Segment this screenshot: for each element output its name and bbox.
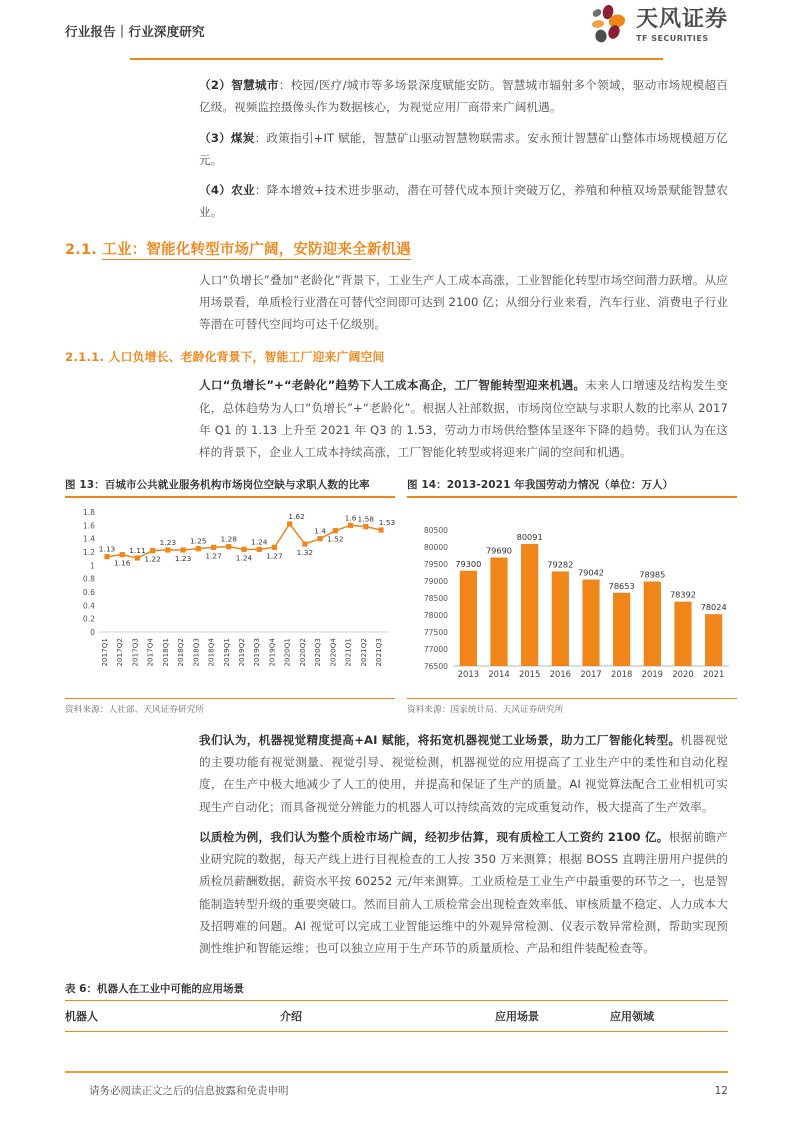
svg-text:1.58: 1.58 [357,514,375,524]
footer-page-number: 12 [714,1084,728,1097]
svg-text:2021Q2: 2021Q2 [358,637,368,667]
quality-inspection-rest: 根据前瞻产业研究院的数据，每天产线上进行目视检查的工人按 350 万来测算；根据 BOSS 直聘注册用户提供的质检员薪酬数据，薪资水平按 60252 元/年来测算。工业质检是工业生产中最重要的环节之一，也是智能制造转型升级的重要突破口。然而目前人工质检常会出现检查效率低、审核质量不稳定、人力成本大及招聘难的问题。AI 视觉可以完成工业智能运维中的外观异常检测、仪表示数异常检测，帮助实现预测性维护和智能运维；也可以独立应用于生产环节的质量质检、产品和组件装配检查等。 [199,829,728,956]
svg-text:2016: 2016 [549,668,571,679]
svg-text:2019Q4: 2019Q4 [267,637,277,667]
text-coal: ：政策指引+IT 赋能，智慧矿山驱动智慧物联需求。安永预计智慧矿山整体市场规模超万亿元。 [199,130,728,167]
svg-text:1.2: 1.2 [82,547,95,557]
svg-text:1.23: 1.23 [174,553,192,563]
machine-vision-bold: 我们认为，机器视觉精度提高+AI 赋能，将拓宽机器视觉工业场景，助力工厂智能化转型。 [199,732,681,747]
svg-text:1.6: 1.6 [82,520,95,530]
svg-text:79282: 79282 [547,559,574,570]
text-agriculture: ：降本增效+技术进步驱动，潜在可替代成本预计突破万亿，养殖和种植双场景赋能智慧农业。 [199,183,728,220]
figure-14 [407,477,737,715]
svg-text:2018Q2: 2018Q2 [176,637,186,667]
svg-text:78653: 78653 [608,580,635,591]
svg-text:0.8: 0.8 [82,574,95,584]
svg-text:1.4: 1.4 [314,526,326,536]
svg-text:1.23: 1.23 [159,537,177,547]
paragraph-smart-city [199,74,728,119]
table-6-caption-number: 表 6： [65,983,97,996]
intro-block [199,74,728,224]
logo-wordmark [636,9,728,43]
svg-text:2021: 2021 [703,668,725,679]
subsection-body-block [199,374,728,463]
svg-text:78000: 78000 [423,610,448,620]
svg-text:1.16: 1.16 [113,558,131,568]
svg-text:1.6: 1.6 [344,512,357,522]
svg-text:2013: 2013 [457,668,479,679]
figure-14-caption-number: 图 14： [407,479,447,492]
svg-text:1.32: 1.32 [296,547,314,557]
svg-text:2017: 2017 [580,668,602,679]
svg-text:79690: 79690 [485,545,513,556]
svg-text:2019: 2019 [641,668,663,679]
svg-text:2017Q4: 2017Q4 [145,637,155,667]
figure-14-plot [407,502,737,694]
svg-text:79300: 79300 [455,558,482,569]
table-6-caption-text: 机器人在工业中可能的应用场景 [96,983,244,996]
svg-text:1.24: 1.24 [250,536,268,546]
table-col-intro: 介绍 [280,1001,495,1032]
svg-text:80000: 80000 [423,542,448,552]
subsection-title: 人口负增长、老龄化背景下，智能工厂迎来广阔空间 [108,350,385,365]
svg-text:1.27: 1.27 [205,550,222,560]
table-header-row [65,1001,728,1032]
svg-text:1.25: 1.25 [190,536,207,546]
svg-text:2017Q1: 2017Q1 [100,637,109,667]
text-smart-city: ：校园/医疗/城市等多场景深度赋能安防。智慧城市辐射多个领域，驱动市场规模超百亿级。视频监控摄像头作为数据核心，为视觉应用厂商带来广阔机遇。 [199,78,728,115]
section-number: 2.1. [65,241,97,258]
svg-text:2018Q4: 2018Q4 [206,637,216,667]
paragraph-agriculture [199,179,728,224]
tf-flower-logo-icon [586,4,630,48]
svg-text:1.62: 1.62 [288,511,305,521]
bar-chart-svg [407,502,737,694]
section-body-block [199,269,728,336]
figure-13-caption-number: 图 13： [65,479,105,492]
paragraph-quality-inspection [199,826,728,960]
table-col-scene: 应用场景 [495,1001,610,1032]
svg-text:79500: 79500 [423,559,448,569]
svg-text:2017Q2: 2017Q2 [115,637,125,667]
quality-inspection-bold: 以质检为例，我们认为整个质检市场广阔，经初步估算，现有质检工人工资约 2100 亿。 [199,829,669,844]
figure-14-source: 资料来源：国家统计局、天风证券研究所 [407,704,564,715]
subsection-number: 2.1.1. [65,350,105,365]
page-content [65,60,728,1084]
logo-name-en: TF SECURITIES [635,34,709,43]
svg-text:2015: 2015 [519,668,541,679]
svg-text:2018: 2018 [611,668,633,679]
logo-name-cn: 天风证券 [635,7,728,32]
svg-text:2019Q2: 2019Q2 [237,637,246,667]
svg-text:2018Q1: 2018Q1 [160,637,170,667]
svg-text:2019Q1: 2019Q1 [221,637,231,667]
svg-text:78985: 78985 [639,569,666,580]
section-heading [65,238,728,259]
svg-text:2019Q3: 2019Q3 [252,637,262,667]
header-divider [130,58,663,60]
figure-14-caption-text: 2013-2021 年我国劳动力情况（单位：万人） [446,479,674,492]
section-title: 工业：智能化转型市场广阔，安防迎来全新机遇 [102,241,411,258]
post-figure-block [199,729,728,960]
figure-13-caption [65,477,395,492]
svg-text:77000: 77000 [423,644,448,654]
subsection-lead-bold: 人口“负增长”+“老龄化”趋势下人工成本高企，工厂智能转型迎来机遇。 [199,378,586,393]
page-footer [65,1071,728,1098]
footer-disclaimer: 请务必阅读正文之后的信息披露和免责申明 [89,1085,289,1097]
svg-text:2020Q3: 2020Q3 [313,637,323,667]
svg-text:80091: 80091 [516,531,543,542]
subsection-lead-rest: 未来人口增速及结构发生变化，总体趋势为人口“负增长”+“老龄化”。根据人社部数据，市场岗位空缺与求职人数的比率从 2017 年 Q1 的 1.13 上升至 2021 年 Q3 的 1.53，劳动力市场供给整体呈逐年下降的趋势。我们认为在这样的背景下，企业人工成本持续高涨，工厂智能化转型或将迎来广阔的空间和机遇。 [199,378,728,459]
table-col-robot: 机器人 [65,1001,280,1032]
header-title: 行业报告｜行业深度研究 [65,24,205,39]
svg-text:78392: 78392 [669,589,697,600]
company-logo [586,4,728,48]
svg-text:2020Q2: 2020Q2 [297,637,307,667]
figure-13-caption-text: 百城市公共就业服务机构市场岗位空缺与求职人数的比率 [104,479,370,492]
figure-14-caption [407,477,737,492]
page-header [65,0,728,60]
label-agriculture: （4）农业 [199,183,255,197]
svg-text:2021Q1: 2021Q1 [343,637,353,667]
subsection-heading [65,348,728,365]
figure-13 [65,477,395,715]
section-body-paragraph: 人口“负增长”叠加“老龄化”背景下，工业生产人工成本高涨，工业智能化转型市场空间潜力跃增。从应用场景看，单质检行业潜在可替代空间即可达到 2100 亿；从细分行业来看，汽车行业、消费电子行业等潜在可替代空间均可达千亿级别。 [199,272,728,331]
svg-text:2020Q1: 2020Q1 [282,637,292,667]
svg-text:2020: 2020 [672,668,694,679]
figure-14-rule [407,496,737,497]
svg-text:2021Q3: 2021Q3 [374,637,383,667]
paragraph-coal [199,127,728,172]
figure-13-source: 资料来源：人社部、天风证券研究所 [65,704,205,715]
svg-text:2017Q3: 2017Q3 [130,637,140,667]
svg-text:1.8: 1.8 [82,507,95,517]
svg-text:1.53: 1.53 [378,517,395,527]
svg-text:1: 1 [90,560,95,570]
svg-text:77500: 77500 [423,627,448,637]
svg-text:76500: 76500 [423,661,448,671]
svg-text:78500: 78500 [423,593,448,603]
svg-text:0: 0 [90,627,95,637]
svg-text:0.2: 0.2 [82,614,95,624]
svg-text:1.4: 1.4 [82,534,95,544]
figure-13-plot [65,502,395,694]
paragraph-machine-vision [199,729,728,818]
svg-text:1.52: 1.52 [327,534,344,544]
svg-text:78024: 78024 [700,601,727,612]
svg-text:2018Q3: 2018Q3 [191,637,201,667]
machine-vision-rest: 机器视觉的主要功能有视觉测量、视觉引导、视觉检测，机器视觉的应用提高了工业生产中的柔性和自动化程度，在生产中极大地减少了人工的使用，并提高和保证了生产的质量。AI 视觉算法配合工业相机可实现生产自动化；而具备视觉分辨能力的机器人可以持续高效的完成重复动作，极大提高了生产效率。 [199,732,728,814]
table-6-caption [65,981,728,996]
figure-13-rule [65,496,395,497]
label-coal: （3）煤炭 [199,130,255,145]
label-smart-city: （2）智慧城市 [199,78,279,92]
svg-text:0.4: 0.4 [82,600,95,610]
svg-text:1.24: 1.24 [235,552,253,562]
svg-text:79042: 79042 [577,567,605,578]
table-col-domain: 应用领域 [610,1001,728,1032]
svg-text:1.27: 1.27 [266,550,283,560]
figure-row [65,477,728,715]
svg-text:1.22: 1.22 [144,554,161,564]
subsection-lead-paragraph [199,374,728,463]
svg-text:80500: 80500 [423,525,448,535]
svg-text:1.13: 1.13 [98,544,116,554]
svg-text:0.6: 0.6 [82,587,95,597]
svg-text:2014: 2014 [488,668,510,679]
svg-text:2020Q4: 2020Q4 [328,637,338,667]
svg-text:1.28: 1.28 [220,534,238,544]
svg-text:1.11: 1.11 [129,545,146,555]
line-chart-svg [65,502,395,694]
svg-text:79000: 79000 [423,576,448,586]
